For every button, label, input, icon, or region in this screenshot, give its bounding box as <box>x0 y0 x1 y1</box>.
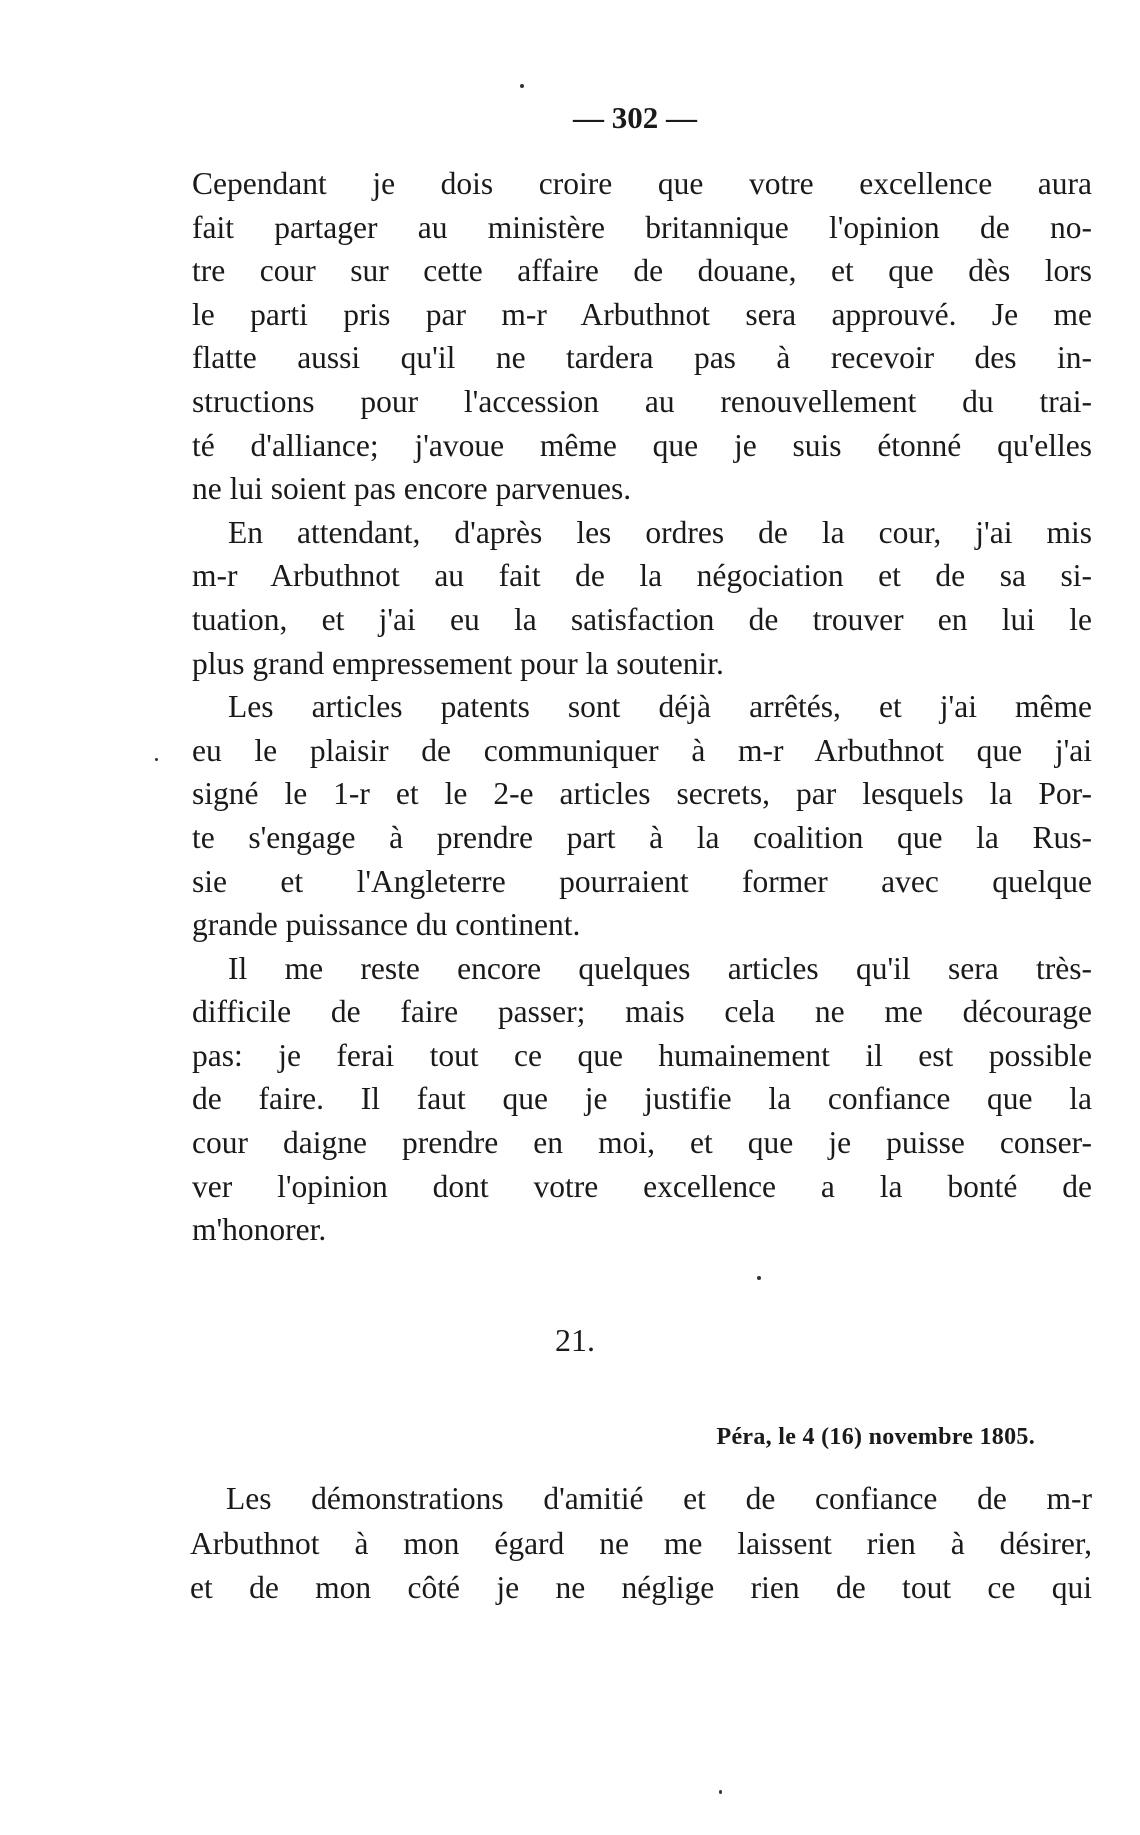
text-line: fait partager au ministère britannique l'opinion de no- <box>192 209 1092 245</box>
letter-dateline: Péra, le 4 (16) novembre 1805. <box>716 1424 1035 1450</box>
text-line: cour daigne prendre en moi, et que je puisse conser- <box>192 1125 1092 1161</box>
text-line: grande puissance du continent. <box>192 907 581 943</box>
print-speck <box>155 758 158 761</box>
text-line: eu le plaisir de communiquer à m-r Arbuthnot que j'ai <box>192 732 1092 768</box>
text-line: tuation, et j'ai eu la satisfaction de trouver en lui le <box>192 601 1092 637</box>
text-line: et de mon côté je ne néglige rien de tout ce qui <box>190 1570 1092 1605</box>
text-line: ver l'opinion dont votre excellence a la bonté de <box>192 1168 1092 1204</box>
text-line: tre cour sur cette affaire de douane, et que dès lors <box>192 253 1092 289</box>
text-line: ne lui soient pas encore parvenues. <box>192 471 632 507</box>
print-speck <box>520 84 524 88</box>
text-line: Arbuthnot à mon égard ne me laissent rien à désirer, <box>190 1525 1092 1561</box>
text-line: signé le 1-r et le 2-e articles secrets, par lesquels la Por- <box>192 776 1092 812</box>
text-line: Il me reste encore quelques articles qu'il sera très- <box>228 950 1092 986</box>
text-line: Les démonstrations d'amitié et de confiance de m-r <box>226 1481 1092 1516</box>
text-line: structions pour l'accession au renouvellement du trai- <box>192 383 1092 419</box>
text-line: m'honorer. <box>192 1212 327 1248</box>
letter-continuation-text <box>192 162 1092 1252</box>
letter-number-heading: 21. <box>555 1322 595 1358</box>
print-speck <box>757 1276 761 1280</box>
text-line: le parti pris par m-r Arbuthnot sera approuvé. Je me <box>192 296 1092 332</box>
text-line: Cependant je dois croire que votre excellence aura <box>192 166 1092 201</box>
text-line: flatte aussi qu'il ne tardera pas à recevoir des in- <box>192 340 1092 376</box>
text-line: Les articles patents sont déjà arrêtés, et j'ai même <box>228 689 1092 725</box>
page-number: — 302 — <box>573 100 697 135</box>
text-line: m-r Arbuthnot au fait de la négociation et de sa si- <box>192 558 1092 594</box>
text-line: pas: je ferai tout ce que humainement il est possible <box>192 1037 1092 1073</box>
print-speck <box>719 1790 722 1794</box>
text-line: té d'alliance; j'avoue même que je suis étonné qu'elles <box>192 427 1092 463</box>
text-line: te s'engage à prendre part à la coalition que la Rus- <box>192 819 1092 855</box>
text-line: sie et l'Angleterre pourraient former avec quelque <box>192 863 1092 899</box>
text-line: En attendant, d'après les ordres de la cour, j'ai mis <box>228 514 1092 550</box>
text-line: de faire. Il faut que je justifie la confiance que la <box>192 1081 1092 1117</box>
letter-21-text <box>190 1477 1092 1611</box>
text-line: difficile de faire passer; mais cela ne me décourage <box>192 994 1092 1030</box>
text-line: plus grand empressement pour la soutenir. <box>192 645 724 681</box>
